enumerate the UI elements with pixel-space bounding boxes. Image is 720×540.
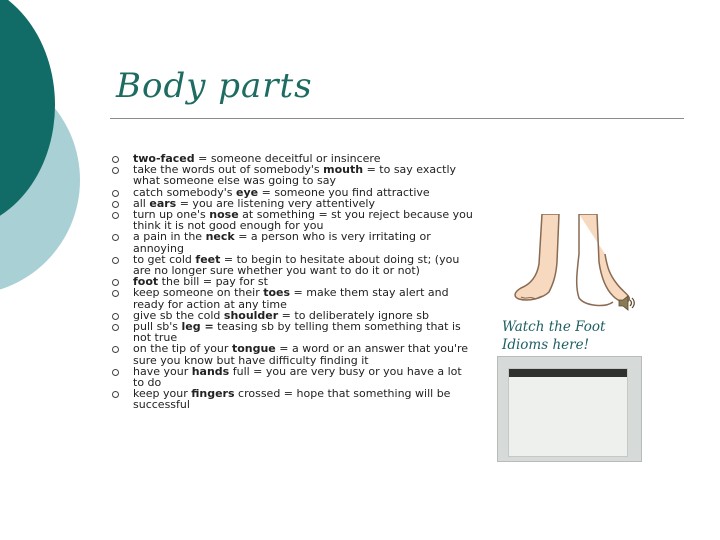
idiom-keyword: ears (149, 196, 177, 210)
idiom-text-segment: keep someone on their (133, 286, 264, 300)
idiom-text-segment: = you are listening very attentively (176, 196, 375, 210)
idiom-text-segment: = to begin to hesitate about doing st; (you are no longer sure whether you want to do it or not) (133, 252, 460, 278)
bullet-marker-icon (112, 201, 119, 208)
idiom-item (106, 231, 474, 253)
idiom-text-segment: all (133, 196, 150, 210)
idiom-item (106, 254, 474, 276)
embedded-video[interactable] (497, 356, 642, 462)
bullet-marker-icon (112, 369, 119, 376)
bullet-marker-icon (112, 279, 119, 286)
idiom-keyword: fingers (191, 387, 235, 401)
bullet-marker-icon (112, 234, 119, 241)
idiom-keyword: foot (133, 275, 159, 289)
idiom-item (106, 209, 474, 231)
video-caption (502, 318, 642, 354)
idiom-text-segment: = make them stay alert and ready for action at any time (133, 286, 449, 311)
idiom-text-segment: full = you are very busy or you have a lot to do (133, 364, 462, 390)
idiom-text-segment: = to deliberately ignore sb (278, 308, 429, 322)
video-screen[interactable] (508, 368, 628, 457)
idiom-keyword: shoulder (223, 308, 279, 322)
caption-line-1: Watch the Foot (502, 319, 606, 335)
bullet-marker-icon (112, 346, 119, 353)
idiom-text (133, 365, 462, 389)
idiom-keyword: nose (209, 208, 239, 222)
bullet-marker-icon (112, 167, 119, 174)
idiom-text (133, 230, 431, 254)
idiom-text-segment: keep your (133, 387, 192, 401)
idiom-item (106, 343, 474, 365)
speaker-icon[interactable] (617, 293, 637, 313)
title-divider (110, 118, 684, 119)
idiom-keyword: hands (191, 364, 230, 378)
bullet-marker-icon (112, 313, 119, 320)
bullet-marker-icon (112, 156, 119, 163)
idiom-item (106, 287, 474, 309)
idiom-keyword: tongue (231, 342, 276, 356)
idiom-keyword: neck (205, 230, 235, 244)
idiom-text-segment: turn up one's (133, 208, 210, 222)
idiom-text (133, 208, 473, 232)
idiom-text-segment: = to say exactly what someone else was going to say (133, 163, 457, 188)
idiom-item (106, 388, 474, 410)
idiom-keyword: mouth (323, 163, 364, 177)
bullet-marker-icon (112, 290, 119, 297)
idiom-item (106, 366, 474, 388)
idiom-text-segment: on the tip of your (133, 342, 232, 356)
bullet-marker-icon (112, 324, 119, 331)
idiom-keyword: toes (263, 286, 291, 300)
idiom-text (133, 320, 461, 344)
idiom-text-segment: teasing sb by telling them something that is not true (133, 320, 461, 345)
slide-title: Body parts (116, 66, 313, 106)
idiom-keyword: eye (236, 185, 259, 199)
idiom-text (133, 286, 449, 310)
bullet-marker-icon (112, 190, 119, 197)
idiom-text-segment: a pain in the (133, 230, 206, 244)
idiom-text-segment: have your (133, 364, 192, 378)
idiom-item (106, 164, 474, 186)
idiom-text-segment: pull sb's (133, 320, 182, 334)
bullet-marker-icon (112, 257, 119, 264)
bullet-marker-icon (112, 391, 119, 398)
bullet-marker-icon (112, 212, 119, 219)
idiom-keyword: two-faced (133, 152, 195, 165)
idiom-text-segment: = a person who is very irritating or annoying (133, 230, 431, 255)
idiom-item (106, 321, 474, 343)
idiom-list (106, 153, 474, 411)
idiom-text-segment: catch somebody's (133, 185, 237, 199)
idiom-text-segment: crossed = hope that something will be successful (133, 387, 451, 412)
idiom-keyword: feet (195, 252, 221, 266)
idiom-text (133, 163, 456, 187)
idiom-text-segment: to get cold (133, 252, 196, 266)
idiom-text (133, 387, 450, 411)
idiom-keyword: leg = (181, 320, 214, 334)
idiom-text-segment: take the words out of somebody's (133, 163, 324, 177)
idiom-text (133, 253, 459, 277)
idiom-text-segment: = a word or an answer that you're sure you know but have difficulty finding it (133, 342, 469, 367)
idiom-text-segment: = someone you find attractive (258, 185, 430, 199)
idiom-text-segment: at something = st you reject because you think it is not good enough for you (133, 208, 473, 233)
idiom-text-segment: give sb the cold (133, 308, 224, 322)
video-top-bar (509, 369, 627, 377)
idiom-text-segment: = someone deceitful or insincere (194, 152, 381, 165)
idiom-text (133, 342, 468, 366)
idiom-text-segment: the bill = pay for st (158, 275, 268, 289)
caption-line-2: Idioms here! (502, 337, 589, 353)
